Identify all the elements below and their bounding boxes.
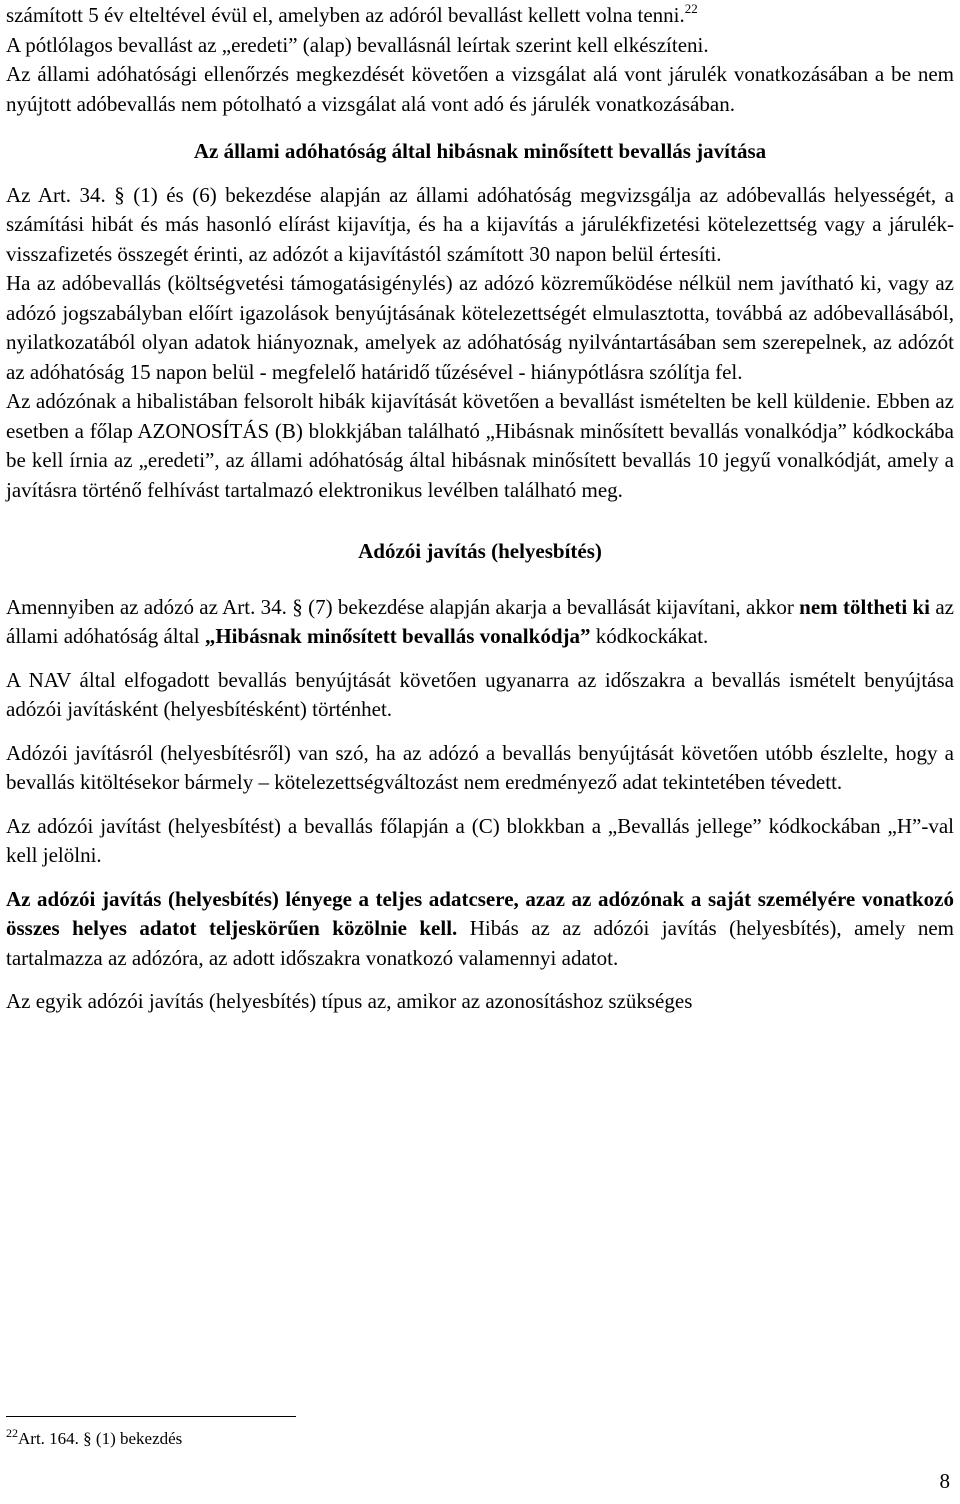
section1-paragraph-3: Az adózónak a hibalistában felsorolt hibák kijavítását követően a bevallást ismételten be kell küldenie. Ebben az esetben a főlap AZONOSÍTÁS (B) blokkjában található „Hibásnak minősített bevallás vonalkódja” kódkockába be kell írnia az „eredeti”, az állami adóhatóság által hibásnak minősített bevallás 10 jegyű vonalkódját, amely a javításra történő felhívást tartalmazó elektronikus levélben található meg. — [6, 389, 954, 502]
intro-paragraph-3: Az állami adóhatósági ellenőrzés megkezdését követően a vizsgálat alá vont járulék vonatkozásában a be nem nyújtott adóbevallás nem pótolható a vizsgálat alá vont adó és járulék vonatkozásában. — [6, 62, 954, 116]
text-segment: az állami adóhatóság által — [6, 594, 954, 648]
section-heading-2: Adózói javítás (helyesbítés) — [358, 539, 602, 563]
footnote — [6, 1427, 182, 1451]
text-segment: Amennyiben az adózó az Art. 34. § (7) bekezdése alapján akarja a bevallását kijavítani, akkor — [6, 594, 800, 619]
section2-paragraph-4: Az adózói javítást (helyesbítést) a bevallás főlapján a (C) blokkban a „Bevallás jellege” kódkockában „H”-val kell jelölni. — [6, 813, 954, 867]
page-number: 8 — [939, 1469, 950, 1493]
footnote-number: 22 — [6, 1426, 18, 1440]
section2-paragraph-1 — [6, 593, 954, 652]
text-segment: kódkockákat. — [590, 624, 709, 648]
bold-segment: Az adózói javítás (helyesbítés) lényege a teljes adatcsere, azaz az adózónak a saját személyére vonatkozó összes helyes adatot teljeskörűen közölnie kell. — [6, 886, 954, 940]
bold-segment: nem töltheti ki — [799, 594, 931, 619]
section2-paragraph-5 — [6, 885, 954, 974]
footnote-separator — [6, 1416, 296, 1417]
section1-paragraph-1: Az Art. 34. § (1) és (6) bekezdése alapján az állami adóhatóság megvizsgálja az adóbevallás helyességét, a számítási hibát és más hasonló elírást kijavítja, és ha a kijavítás a járulékfizetési kötelezettség vagy a járulék-visszafizetés összegét érinti, az adózót a kijavítástól számított 30 napon belül értesíti. — [6, 182, 954, 266]
text-segment: Hibás az az adózói javítás (helyesbítés), amely nem tartalmazza az adózóra, az adott időszakra vonatkozó valamennyi adatot. — [6, 916, 954, 970]
intro-line-text: számított 5 év elteltével évül el, amelyben az adóról bevallást kellett volna tenni. — [6, 3, 685, 27]
section2-paragraph-6: Az egyik adózói javítás (helyesbítés) típus az, amikor az azonosításhoz szükséges — [6, 989, 693, 1013]
section2-paragraph-3: Adózói javításról (helyesbítésről) van szó, ha az adózó a bevallás benyújtását követően utóbb észlelte, hogy a bevallás kitöltésekor bármely – kötelezettségváltozást nem eredményező adat tekintetében tévedett. — [6, 740, 954, 794]
intro-paragraph-2: A pótlólagos bevallást az „eredeti” (alap) bevallásnál leírtak szerint kell elkészíteni. — [6, 32, 709, 57]
intro-block — [6, 0, 954, 119]
section1-paragraph-2: Ha az adóbevallás (költségvetési támogatásigénylés) az adózó közreműködése nélkül nem javítható ki, vagy az adózó jogszabályban előírt igazolások benyújtásának kötelezettségét elmulasztotta, továbbá az adóbevallásából, nyilatkozatából olyan adatok hiányoznak, amelyek az adóhatóság nyilvántartásában sem szerepelnek, az adózót az adóhatóság 15 napon belül - megfelelő határidő tűzésével - hiánypótlásra szólítja fel. — [6, 271, 954, 384]
section-heading-1: Az állami adóhatóság által hibásnak minősített bevallás javítása — [193, 139, 767, 163]
intro-line — [6, 1, 954, 31]
bold-segment: „Hibásnak minősített bevallás vonalkódja” — [204, 624, 591, 648]
footnote-reference: 22 — [684, 1, 698, 16]
footnote-text: Art. 164. § (1) bekezdés — [18, 1429, 183, 1448]
section2-paragraph-2: A NAV által elfogadott bevallás benyújtását követően ugyanarra az időszakra a bevallás ismételt benyújtása adózói javításként (helyesbítésként) történhet. — [6, 667, 954, 721]
